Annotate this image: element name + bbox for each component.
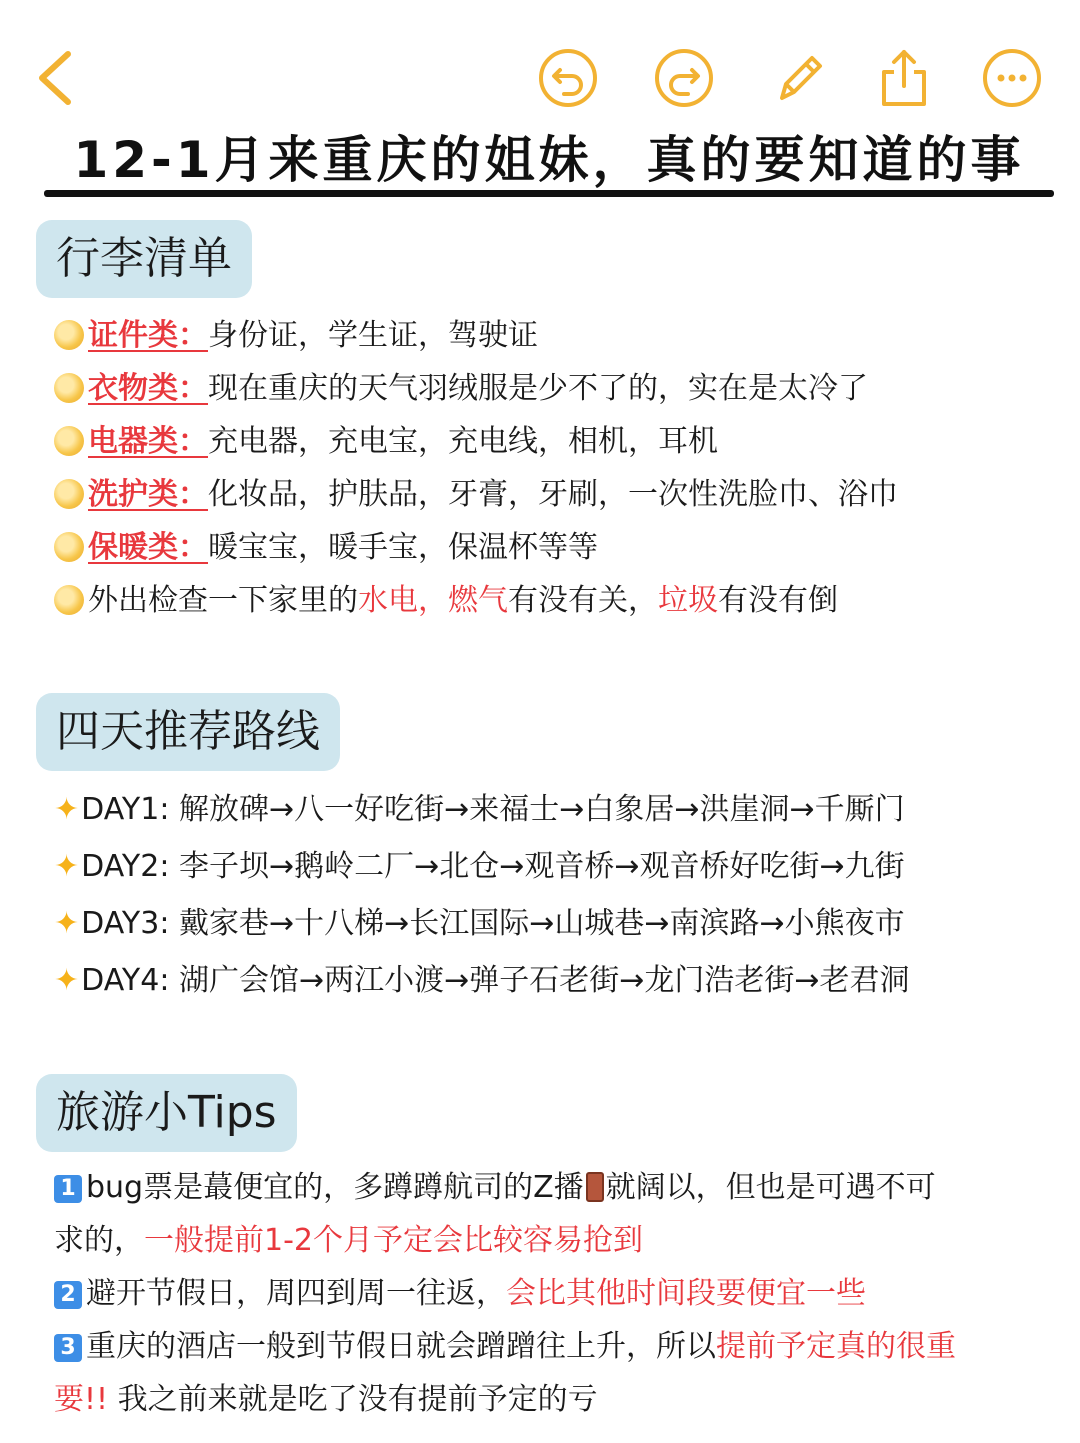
toolbar (0, 0, 1080, 130)
tip-highlight: 会比其他时间段要便宜一些 (506, 1276, 866, 1311)
section-heading-luggage: 行李清单 (36, 220, 252, 298)
number-badge-icon: 1 (54, 1175, 82, 1203)
coin-bullet-icon (54, 320, 84, 350)
item-text: 充电器，充电宝，充电线，相机，耳机 (208, 424, 718, 459)
reminder-text: 外出检查一下家里的 (88, 583, 358, 618)
day-label: DAY3: (81, 906, 170, 941)
tip-highlight: 一般提前1-2个月予定会比较容易抢到 (144, 1223, 643, 1258)
reminder-text: 有没有倒 (718, 583, 838, 618)
back-chevron-icon (24, 46, 88, 110)
coin-bullet-icon (54, 373, 84, 403)
coin-bullet-icon (54, 585, 84, 615)
number-badge-icon: 3 (54, 1334, 82, 1362)
share-button[interactable] (872, 46, 936, 110)
number-badge-icon: 2 (54, 1281, 82, 1309)
route-day (54, 790, 905, 830)
route-day (54, 961, 910, 1001)
route-day (54, 847, 905, 887)
item-category: 保暖类： (88, 530, 208, 565)
reminder-text: 有没有关， (508, 583, 658, 618)
door-icon (586, 1172, 604, 1202)
section-heading-route: 四天推荐路线 (36, 693, 340, 771)
day-label: DAY2: (81, 849, 170, 884)
tip-item (54, 1168, 936, 1208)
item-text: 化妆品，护肤品，牙膏，牙刷，一次性洗脸巾、浴巾 (208, 477, 898, 512)
item-category: 洗护类： (88, 477, 208, 512)
tip-text: 求的， (54, 1223, 144, 1258)
share-icon (872, 46, 936, 110)
tip-text: 就阔以，但也是可遇不可 (605, 1170, 936, 1205)
item-text: 身份证，学生证，驾驶证 (208, 318, 538, 353)
page-title: 12-1月来重庆的姐妹，真的要知道的事 (73, 131, 1025, 189)
reminder-highlight: 水电，燃气 (358, 583, 508, 618)
coin-bullet-icon (54, 426, 84, 456)
route-day (54, 904, 905, 944)
title-underline (44, 190, 1054, 197)
day-label: DAY4: (81, 963, 170, 998)
sparkle-icon: ✦ (54, 792, 80, 827)
undo-button[interactable] (536, 46, 600, 110)
tip-text: 我之前来就是吃了没有提前予定的亏 (108, 1382, 598, 1417)
edit-button[interactable] (768, 46, 832, 110)
tip-item-continued (54, 1221, 643, 1261)
item-text: 现在重庆的天气羽绒服是少不了的，实在是太冷了 (208, 371, 868, 406)
day-route: 李子坝→鹅岭二厂→北仓→观音桥→观音桥好吃街→九街 (178, 849, 905, 884)
luggage-item (54, 369, 868, 409)
section-heading-tips: 旅游小Tips (36, 1074, 297, 1152)
luggage-item (54, 475, 898, 515)
item-category: 证件类： (88, 318, 208, 353)
tip-item (54, 1327, 956, 1367)
item-text: 暖宝宝，暖手宝，保温杯等等 (208, 530, 598, 565)
sparkle-icon: ✦ (54, 849, 80, 884)
luggage-item (54, 316, 538, 356)
item-category: 电器类： (88, 424, 208, 459)
coin-bullet-icon (54, 479, 84, 509)
day-route: 戴家巷→十八梯→长江国际→山城巷→南滨路→小熊夜市 (178, 906, 905, 941)
tip-text: 避开节假日，周四到周一往返， (86, 1276, 506, 1311)
more-button[interactable] (980, 46, 1044, 110)
day-route: 湖广会馆→两江小渡→弹子石老街→龙门浩老街→老君洞 (178, 963, 910, 998)
tip-highlight: 提前予定真的很重 (716, 1329, 956, 1364)
day-route: 解放碑→八一好吃街→来福士→白象居→洪崖洞→千厮门 (178, 792, 905, 827)
sparkle-icon: ✦ (54, 906, 80, 941)
reminder-highlight: 垃圾 (658, 583, 718, 618)
tip-item-continued (54, 1380, 598, 1420)
pencil-icon (768, 46, 832, 110)
coin-bullet-icon (54, 532, 84, 562)
luggage-item (54, 422, 718, 462)
redo-button[interactable] (652, 46, 716, 110)
item-category: 衣物类： (88, 371, 208, 406)
back-button[interactable] (24, 46, 88, 110)
day-label: DAY1: (81, 792, 170, 827)
tip-text: 重庆的酒店一般到节假日就会蹭蹭往上升，所以 (86, 1329, 716, 1364)
tip-item (54, 1274, 866, 1314)
luggage-reminder (54, 581, 838, 621)
tip-highlight: 要!! (54, 1382, 109, 1417)
tip-text: bug票是蕞便宜的，多蹲蹲航司的Z播 (86, 1170, 584, 1205)
undo-icon (536, 46, 600, 110)
more-icon (980, 46, 1044, 110)
luggage-item (54, 528, 598, 568)
redo-icon (652, 46, 716, 110)
sparkle-icon: ✦ (54, 963, 80, 998)
